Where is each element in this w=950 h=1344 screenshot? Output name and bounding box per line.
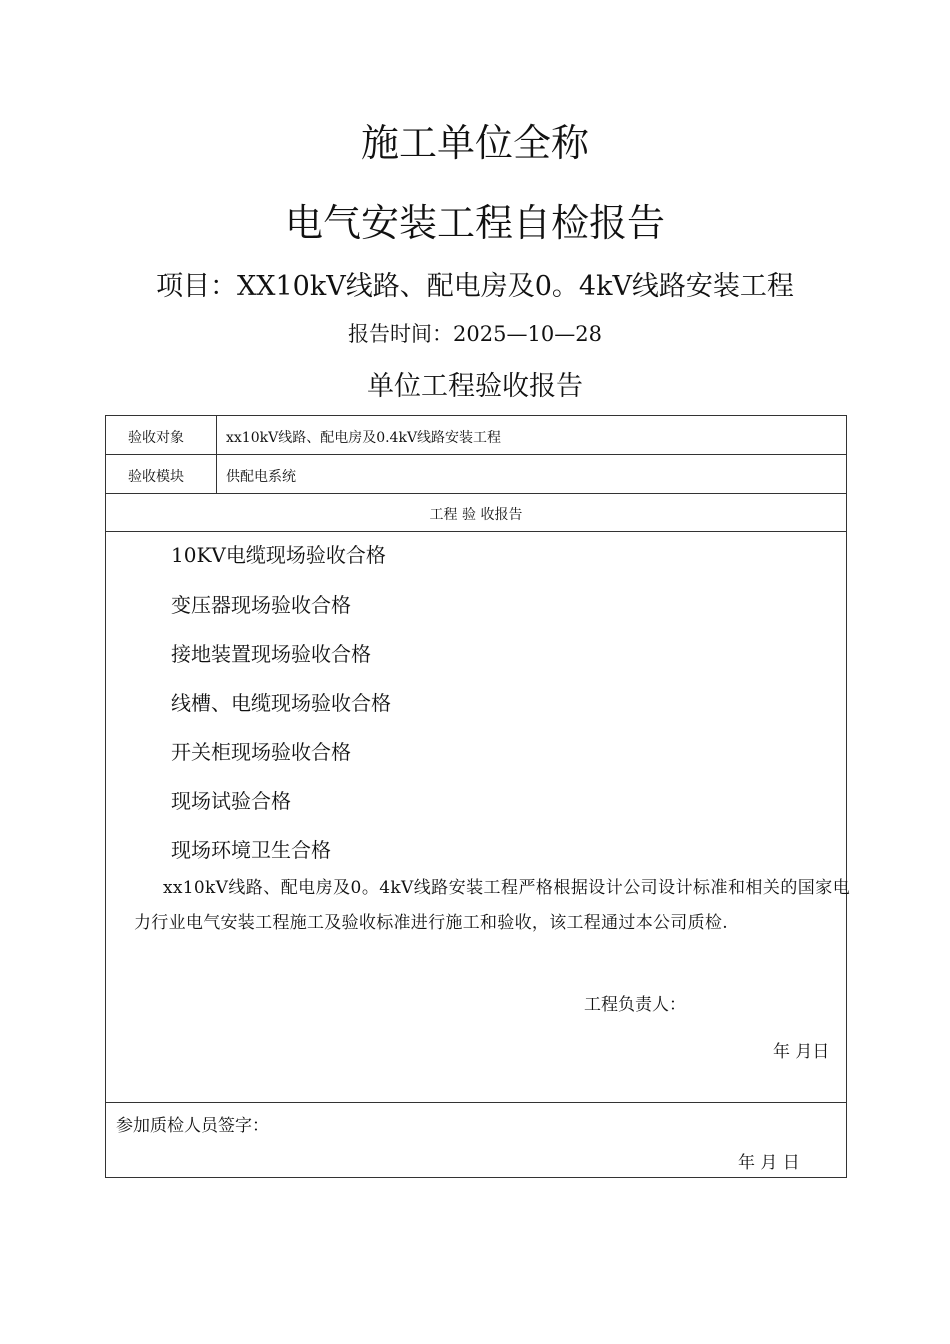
acceptance-item: 接地装置现场验收合格 (171, 642, 371, 666)
row-divider (106, 454, 846, 455)
section-header: 工程 验 收报告 (429, 507, 523, 523)
acceptance-module-label: 验收模块 (128, 469, 184, 485)
responsible-date: 年 月日 (773, 1042, 830, 1062)
company-name: 施工单位全称 (360, 121, 589, 165)
acceptance-object-label: 验收对象 (128, 430, 184, 446)
acceptance-item: 线槽、电缆现场验收合格 (171, 691, 391, 715)
report-time: 报告时间：2025—10—28 (348, 322, 602, 346)
row-divider (106, 1102, 846, 1103)
acceptance-item: 现场环境卫生合格 (171, 838, 331, 862)
inspectors-signature-label: 参加质检人员签字： (116, 1116, 269, 1136)
row-divider (106, 493, 846, 494)
project-name: 项目：XX10kV线路、配电房及0。4kV线路安装工程 (156, 271, 794, 302)
inspectors-date: 年 月 日 (738, 1153, 800, 1173)
acceptance-item: 开关柜现场验收合格 (171, 740, 351, 764)
acceptance-item: 现场试验合格 (171, 789, 291, 813)
acceptance-table (105, 415, 850, 1178)
responsible-person-label: 工程负责人： (584, 995, 686, 1015)
acceptance-module-value: 供配电系统 (226, 469, 296, 485)
statement-paragraph: xx10kV线路、配电房及0。4kV线路安装工程严格根据设计公司设计标准和相关的国家电力行业电气安装工程施工及验收标准进行施工和验收，该工程通过本公司质检. (134, 878, 850, 933)
row-divider (106, 531, 846, 532)
table-title: 单位工程验收报告 (367, 371, 583, 402)
report-title: 电气安装工程自检报告 (284, 201, 665, 245)
acceptance-item: 变压器现场验收合格 (171, 593, 351, 617)
column-divider (216, 416, 217, 493)
acceptance-item: 10KV电缆现场验收合格 (171, 543, 386, 567)
acceptance-object-value: xx10kV线路、配电房及0.4kV线路安装工程 (226, 430, 502, 446)
